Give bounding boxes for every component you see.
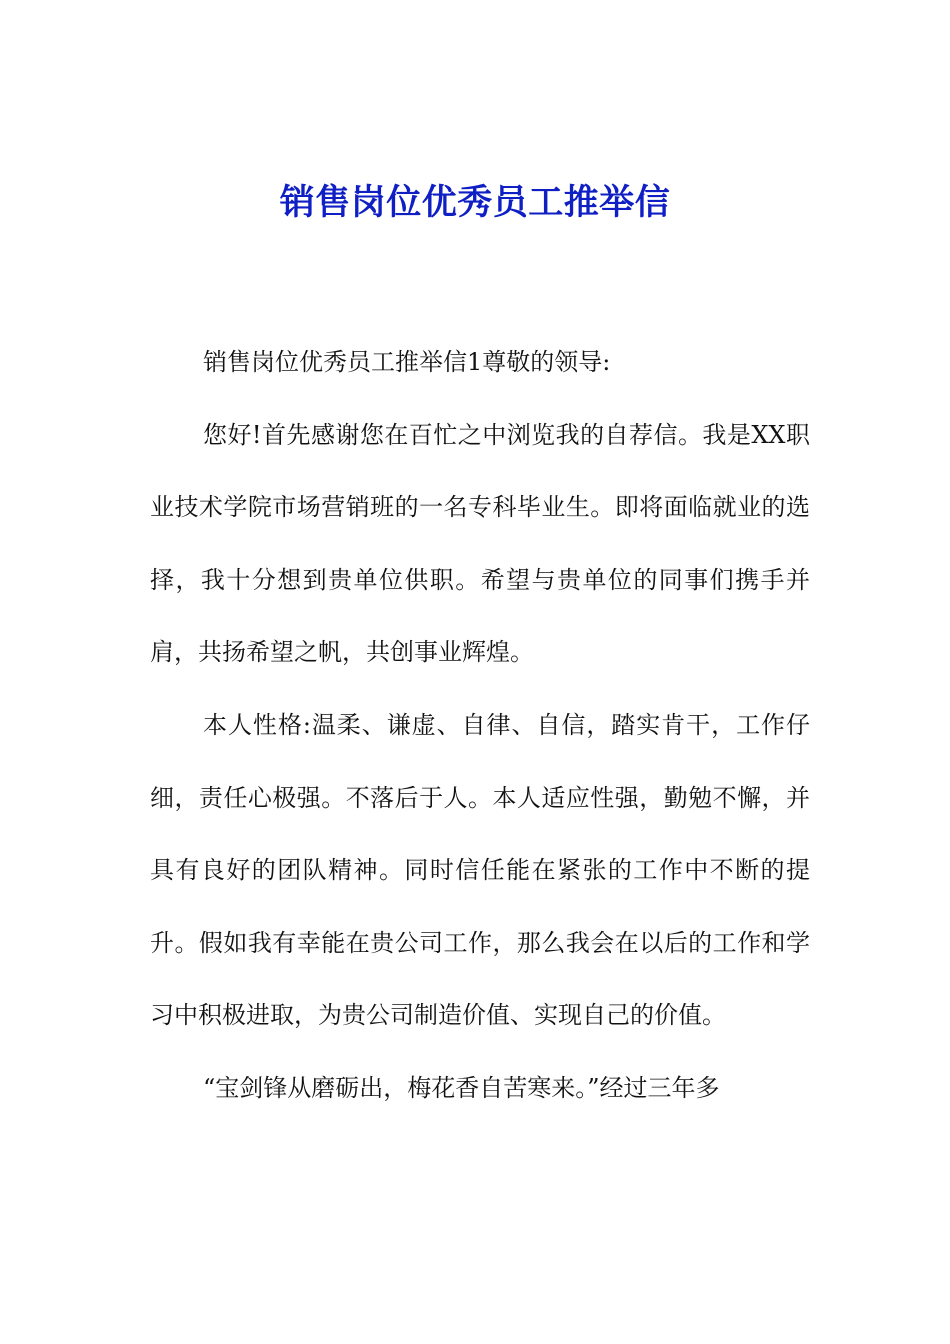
paragraph-personality: 本人性格:温柔、谦虚、自律、自信，踏实肯干，工作仔细，责任心极强。不落后于人。本人适应性强，勤勉不懈，并具有良好的团队精神。同时信任能在紧张的工作中不断的提升。假如我有幸能在贵公司工作，那么我会在以后的工作和学习中积极进取，为贵公司制造价值、实现自己的价值。 bbox=[150, 710, 810, 1030]
document-body bbox=[150, 326, 810, 1125]
paragraph-quote: “宝剑锋从磨砺出，梅花香自苦寒来。”经过三年多 bbox=[203, 1073, 720, 1102]
document-title: 销售岗位优秀员工推举信 bbox=[279, 182, 671, 223]
paragraph-salutation: 销售岗位优秀员工推举信1尊敬的领导: bbox=[203, 348, 611, 376]
paragraph-introduction: 您好!首先感谢您在百忙之中浏览我的自荐信。我是XX职业技术学院市场营销班的一名专科毕业生。即将面临就业的选择，我十分想到贵单位供职。希望与贵单位的同事们携手并肩，共扬希望之帆，共创事业辉煌。 bbox=[150, 420, 810, 667]
